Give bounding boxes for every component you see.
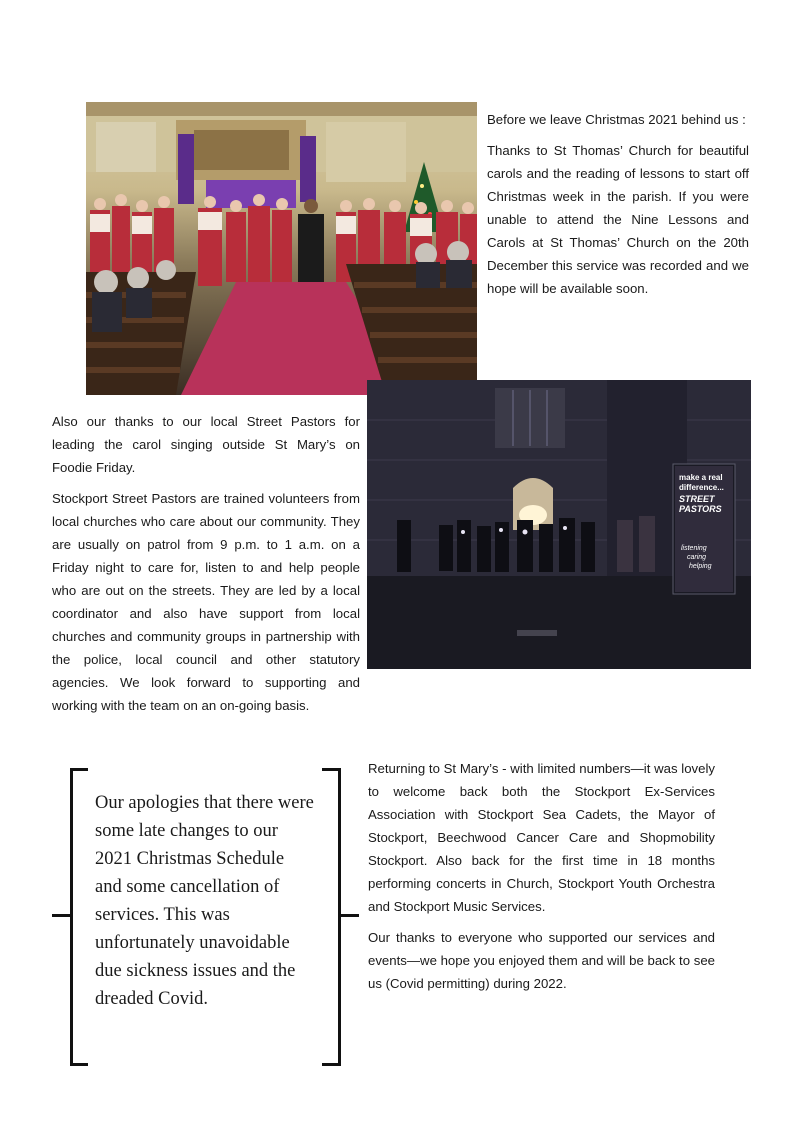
choir-photo (86, 102, 477, 395)
st-thomas-paragraph: Thanks to St Thomas’ Church for beautiful carols and the reading of lessons to start off Christmas week in the parish. If you were unable to attend the Nine Lessons and Carols at St Thomas’ Church on the 20th December this service was recorded and we hope will be available soon. (487, 143, 749, 296)
banner-line-6: caring (687, 554, 707, 561)
banner-line-5: listening (681, 545, 707, 552)
banner-line-2: difference... (679, 483, 724, 492)
banner-line-7: helping (689, 563, 712, 570)
banner-line-3: STREET (679, 494, 715, 504)
street-pastors-thanks-paragraph: Also our thanks to our local Street Pastors for leading the carol singing outside St Mary’s on Foodie Friday. (52, 414, 360, 475)
closing-thanks-paragraph: Our thanks to everyone who supported our services and events—we hope you enjoyed them and will be back to see us (Covid permitting) during 2022. (368, 930, 715, 991)
banner-line-1: make a real (679, 473, 723, 482)
street-pastors-photo-illustration (367, 380, 751, 669)
right-bracket-bottom (322, 1063, 340, 1066)
street-pastors-photo (367, 380, 751, 669)
left-bracket-top (70, 768, 88, 771)
choir-photo-illustration (86, 102, 477, 395)
returning-paragraph: Returning to St Mary’s - with limited numbers—it was lovely to welcome back both the Stockport Ex-Services Association with Stockport Sea Cadets, the Mayor of Stockport, Beechwood Cancer Care and Shopmobility Stockport. Also back for the first time in 18 months performing concerts in Church, Stockport Youth Orchestra and Stockport Music Services. (368, 761, 715, 914)
right-bracket-tick (341, 914, 359, 917)
left-bracket-tick (52, 914, 70, 917)
bottom-right-text (368, 757, 715, 1003)
banner-line-4: PASTORS (679, 504, 722, 514)
apology-text: Our apologies that there were some late changes to our 2021 Christmas Schedule and some cancellation of services. This was unfortunately unavoidable due sickness issues and the dreaded Covid. (95, 793, 314, 1009)
street-pastors-text (52, 410, 360, 725)
left-bracket-vertical (70, 768, 73, 1066)
street-pastors-description-paragraph: Stockport Street Pastors are trained volunteers from local churches who care about our community. They are usually on patrol from 9 p.m. to 1 a.m. on a Friday night to care for, listen to and help people who are out on the streets. They are led by a local coordinator and also have support from local churches and community groups in partnership with the police, local council and other statutory agencies. We look forward to supporting and working with the team on an on-going basis. (52, 491, 360, 713)
right-bracket-vertical (338, 768, 341, 1066)
right-bracket-top (322, 768, 340, 771)
left-bracket-bottom (70, 1063, 88, 1066)
section-heading: Before we leave Christmas 2021 behind us : (487, 112, 746, 127)
top-right-text (487, 108, 749, 308)
